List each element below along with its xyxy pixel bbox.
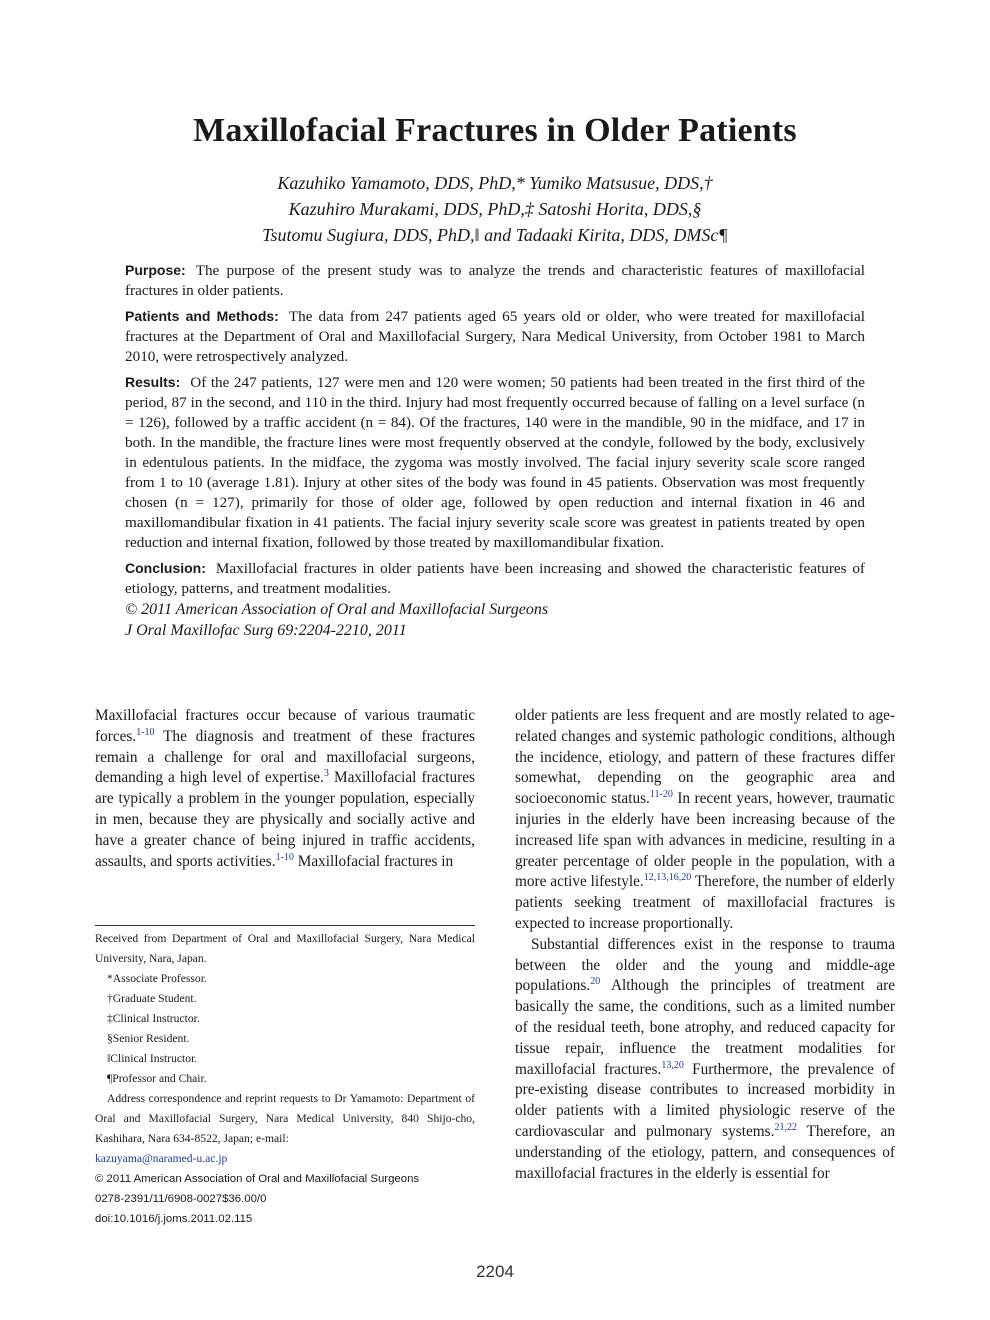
body-text: Maxillofacial fractures are typically a problem in the younger population, especially in men, because they are physically and socially active and have a greater chance of being injured in traffic accidents, assaults, and sports activities. xyxy=(95,769,475,870)
article-title: Maxillofacial Fractures in Older Patients xyxy=(193,112,797,149)
body-text: Although the principles of treatment are basically the same, the conditions, such as a limited number of the residual teeth, bone atrophy, and reduced capacity for tissue repair, influence the treatment modalities for maxillofacial fractures. xyxy=(515,977,895,1078)
body-text: Therefore, an understanding of the etiology, pattern, and consequences of maxillofacial fractures in the elderly is essential for xyxy=(515,1122,895,1182)
body-text: older patients are less frequent and are mostly related to age-related changes and systemic pathologic conditions, although the incidence, etiology, and pattern of these fractures differ somewhat, depending on the geographic area and socioeconomic status. xyxy=(515,707,895,808)
footnote-divider xyxy=(95,925,475,926)
body-text: Furthermore, the prevalence of pre-existing disease contributes to increased morbidity in older patients with a limited physiologic reserve of the cardiovascular and pulmonary systems. xyxy=(515,1060,895,1140)
reference-link[interactable]: 21,22 xyxy=(774,1121,797,1133)
journal-citation: J Oral Maxillofac Surg 69:2204-2210, 2011 xyxy=(125,622,407,639)
abstract-results xyxy=(125,372,865,553)
author-line: Kazuhiro Murakami, DDS, PhD,‡ Satoshi Horita, DDS,§ xyxy=(288,199,702,219)
author-list xyxy=(0,170,990,248)
author-line: Kazuhiko Yamamoto, DDS, PhD,* Yumiko Matsusue, DDS,† xyxy=(277,173,713,193)
results-label: Results: xyxy=(125,374,181,390)
methods-text: The data from 247 patients aged 65 years old or older, who were treated for maxillofacial fractures at the Department of Oral and Maxillofacial Surgery, Nara Medical University, from October 1981 to March 2010, were retrospectively analyzed. xyxy=(125,308,865,365)
footnote-copyright: © 2011 American Association of Oral and Maxillofacial Surgeons xyxy=(95,1173,420,1185)
body-column-left xyxy=(95,706,475,872)
footnote-role: ¶Professor and Chair. xyxy=(107,1072,207,1085)
results-text: Of the 247 patients, 127 were men and 120 were women; 50 patients had been treated in the first third of the period, 87 in the second, and 110 in the third. Injury had most frequently occurred because of falling on a level surface (n = 126), followed by a traffic accident (n = 84). Of the fractures, 140 were in the mandible, 90 in the midface, and 17 in both. In the mandible, the fracture lines were most frequently observed at the condyle, followed by the body, exclusively in edentulous patients. In the midface, the zygoma was mostly involved. The facial injury severity scale score ranged from 1 to 10 (average 1.81). Injury at other sites of the body was found in 45 patients. Observation was most frequently chosen (n = 127), primarily for those of older age, followed by open reduction and internal fixation in 46 and maxillomandibular fixation in 41 patients. The facial injury severity scale score was greatest in patients treated by open reduction and internal fixation, followed by those treated by maxillomandibular fixation. xyxy=(125,374,865,551)
footnotes xyxy=(95,929,475,1229)
footnote-role: ‡Clinical Instructor. xyxy=(107,1012,200,1025)
reference-link[interactable]: 11-20 xyxy=(649,789,673,801)
methods-label: Patients and Methods: xyxy=(125,308,279,324)
footnote-role: †Graduate Student. xyxy=(107,992,197,1005)
abstract-copyright: © 2011 American Association of Oral and Maxillofacial Surgeons xyxy=(125,601,549,618)
page-number: 2204 xyxy=(476,1262,514,1281)
conclusion-label: Conclusion: xyxy=(125,560,206,576)
body-text: Maxillofacial fractures occur because of various traumatic forces. xyxy=(95,707,475,745)
reference-link[interactable]: 3 xyxy=(323,768,329,780)
body-text: In recent years, however, traumatic injuries in the elderly have been increasing because of the increased life span with advances in medicine, resulting in a greater percentage of older people in the population, with a more active lifestyle. xyxy=(515,790,895,891)
footnote-issn: 0278-2391/11/6908-0027$36.00/0 xyxy=(95,1193,267,1205)
conclusion-text: Maxillofacial fractures in older patients have been increasing and showed the characteristic features of etiology, patterns, and treatment modalities. xyxy=(125,560,865,597)
body-text: The diagnosis and treatment of these fractures remain a challenge for oral and maxillofacial surgeons, demanding a high level of expertise. xyxy=(95,727,475,787)
body-text: Therefore, the number of elderly patients seeking treatment of maxillofacial fractures is expected to increase proportionally. xyxy=(515,873,895,932)
abstract-methods xyxy=(125,306,865,367)
email-link[interactable]: kazuyama@naramed-u.ac.jp xyxy=(95,1152,228,1165)
reference-link[interactable]: 13,20 xyxy=(661,1059,684,1071)
body-column-right xyxy=(515,706,895,1184)
abstract-conclusion xyxy=(125,558,865,599)
reference-link[interactable]: 1-10 xyxy=(275,851,294,863)
abstract-purpose xyxy=(125,260,865,301)
reference-link[interactable]: 20 xyxy=(590,976,601,988)
body-paragraph xyxy=(515,935,895,1185)
body-text: Maxillofacial fractures in xyxy=(293,852,454,870)
author-line: Tsutomu Sugiura, DDS, PhD,‖ and Tadaaki Kirita, DDS, DMSc¶ xyxy=(262,225,728,245)
reference-link[interactable]: 12,13,16,20 xyxy=(643,872,692,884)
purpose-label: Purpose: xyxy=(125,262,186,278)
footnote-role: §Senior Resident. xyxy=(107,1032,190,1045)
footnote-role: ‖Clinical Instructor. xyxy=(107,1052,198,1065)
abstract xyxy=(125,260,865,641)
footnote-doi: doi:10.1016/j.joms.2011.02.115 xyxy=(95,1213,253,1225)
purpose-text: The purpose of the present study was to analyze the trends and characteristic features of maxillofacial fractures in older patients. xyxy=(125,262,865,299)
body-paragraph xyxy=(95,706,475,872)
body-text: Substantial differences exist in the response to trauma between the older and the young and middle-age populations. xyxy=(515,935,895,995)
footnote-received: Received from Department of Oral and Maxillofacial Surgery, Nara Medical University, Nara, Japan. xyxy=(95,932,475,965)
reference-link[interactable]: 1-10 xyxy=(136,726,155,738)
footnote-address: Address correspondence and reprint requests to Dr Yamamoto: Department of Oral and Maxillofacial Surgery, Nara Medical University, 840 Shijo-cho, Kashihara, Nara 634-8522, Japan; e-mail: xyxy=(95,1092,475,1145)
body-paragraph-continued xyxy=(515,706,895,935)
footnote-role: *Associate Professor. xyxy=(107,972,207,985)
